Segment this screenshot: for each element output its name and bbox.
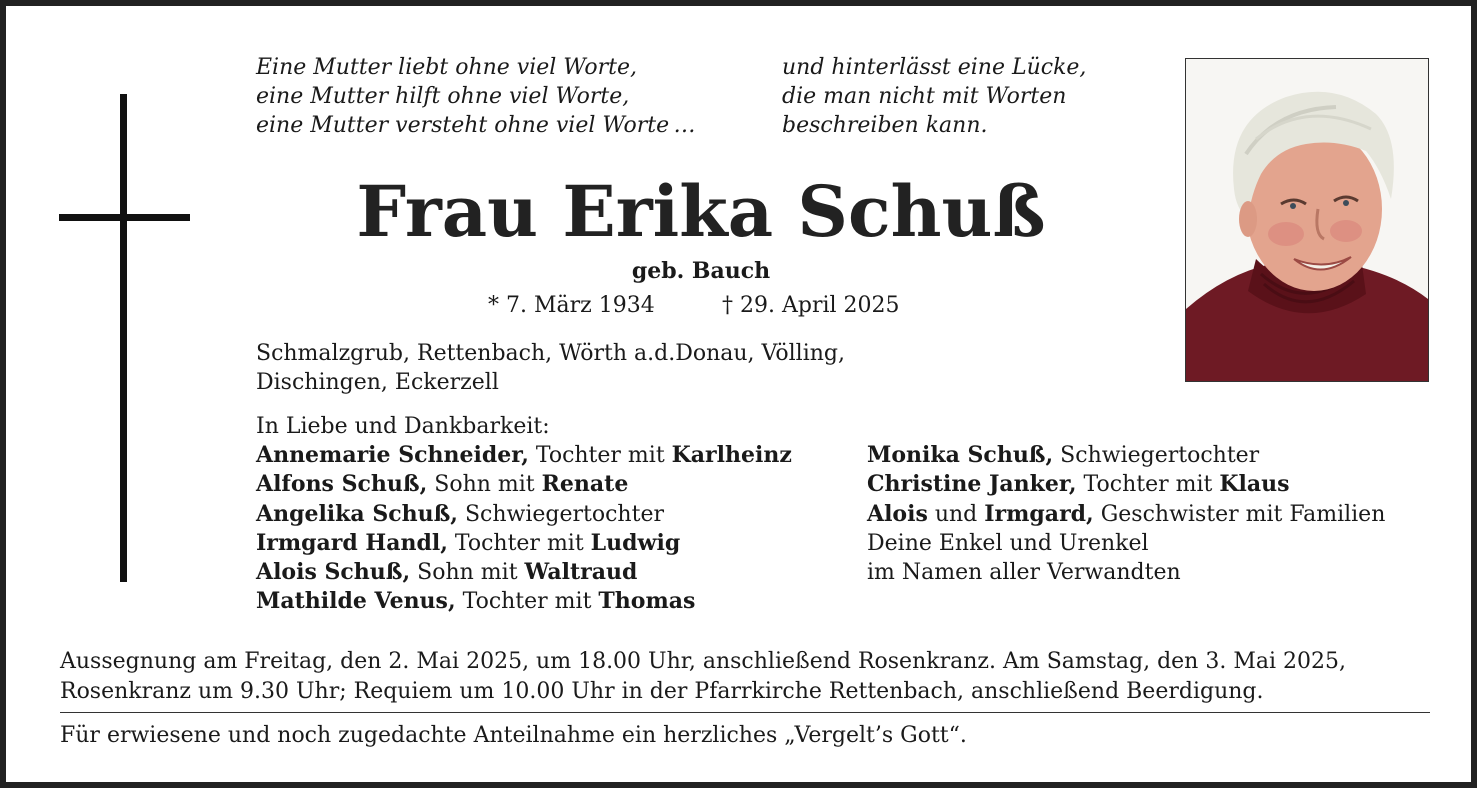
mourner-row: [256, 529, 792, 558]
mourner-name: Alois Schuß,: [256, 559, 411, 586]
mourner-name: Christine Janker,: [867, 471, 1077, 498]
divider: [60, 712, 1430, 713]
mourner-name: Alois: [867, 500, 928, 527]
mourner-relation: Sohn mit: [410, 560, 525, 586]
mourner-relation: im Namen aller Verwandten: [867, 560, 1181, 586]
poem-right: [782, 53, 1086, 140]
poem-line: beschreiben kann.: [782, 113, 988, 138]
mourner-row: [256, 500, 792, 529]
mourner-name: Alfons Schuß,: [256, 471, 428, 498]
mourner-row: [256, 441, 792, 470]
mourner-name: Ludwig: [590, 529, 681, 556]
service-details: [60, 647, 1440, 707]
mourner-name: Karlheinz: [671, 442, 792, 468]
mourner-relation: Deine Enkel und Urenkel: [867, 530, 1149, 556]
mourner-row: [867, 529, 1385, 558]
cross-icon: [120, 94, 127, 582]
mourners-intro: In Liebe und Dankbarkeit:: [256, 414, 550, 439]
mourner-row: [867, 500, 1385, 529]
mourner-name: Thomas: [598, 588, 696, 615]
poem-line: Eine Mutter liebt ohne viel Worte,: [256, 55, 638, 80]
mourner-name: Annemarie Schneider,: [256, 442, 529, 468]
mourner-relation: Sohn mit: [427, 472, 542, 498]
poem-line: eine Mutter versteht ohne viel Worte …: [256, 113, 696, 138]
deceased-name: Frau Erika Schuß: [356, 170, 1046, 253]
thanks-line: Für erwiesene und noch zugedachte Anteilnahme ein herzliches „Vergelt’s Gott“.: [60, 723, 967, 748]
poem-line: eine Mutter hilft ohne viel Worte,: [256, 84, 630, 109]
mourner-row: [867, 441, 1385, 470]
mourner-name: Monika Schuß,: [867, 442, 1054, 468]
mourner-name: Klaus: [1219, 471, 1290, 498]
mourner-relation: Schwiegertochter: [457, 501, 664, 527]
mourner-relation: Tochter mit: [447, 530, 591, 556]
mourner-relation: Schwiegertochter: [1053, 443, 1260, 468]
poem-left: [256, 53, 696, 140]
places: [256, 339, 956, 397]
mourner-row: [256, 558, 792, 587]
mourner-name: Mathilde Venus,: [256, 588, 456, 615]
mourner-relation: Geschwister mit Familien: [1093, 501, 1386, 527]
birth-date: * 7. März 1934: [488, 293, 655, 318]
portrait-photo: [1185, 58, 1429, 382]
mourner-name: Renate: [541, 471, 629, 498]
mourner-name: Irmgard,: [984, 500, 1094, 527]
mourner-name: Waltraud: [524, 559, 638, 586]
mourner-row: [256, 470, 792, 499]
mourners-left-column: [256, 441, 792, 617]
mourner-relation: Tochter mit: [528, 443, 672, 468]
poem-line: und hinterlässt eine Lücke,: [782, 55, 1087, 80]
service-line: Rosenkranz um 9.30 Uhr; Requiem um 10.00 Uhr in der Pfarrkirche Rettenbach, anschließend Beerdigung.: [60, 679, 1264, 704]
service-line: Aussegnung am Freitag, den 2. Mai 2025, um 18.00 Uhr, anschließend Rosenkranz. Am Samstag, den 3. Mai 2025,: [60, 649, 1346, 674]
mourner-relation: Tochter mit: [455, 589, 599, 615]
mourner-row: [867, 558, 1385, 587]
poem-line: die man nicht mit Worten: [782, 84, 1067, 109]
mourner-name: Irmgard Handl,: [256, 529, 448, 556]
maiden-name: geb. Bauch: [631, 258, 771, 284]
mourner-row: [867, 470, 1385, 499]
places-line: Dischingen, Eckerzell: [256, 370, 499, 395]
places-line: Schmalzgrub, Rettenbach, Wörth a.d.Donau, Völling,: [256, 341, 845, 366]
mourner-relation: und: [927, 501, 985, 527]
mourner-row: [256, 587, 792, 616]
death-date: † 29. April 2025: [722, 293, 900, 318]
cross-icon-bar: [59, 214, 190, 221]
mourner-name: Angelika Schuß,: [256, 500, 458, 527]
mourners-right-column: [867, 441, 1385, 587]
mourner-relation: Tochter mit: [1076, 472, 1220, 498]
